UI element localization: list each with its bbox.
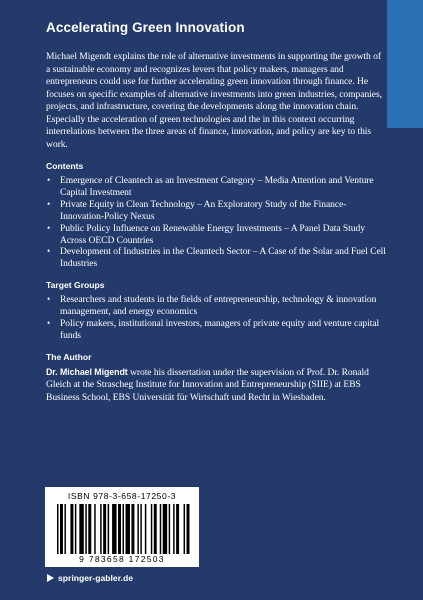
barcode-bar <box>75 504 76 554</box>
barcode-bar <box>137 504 138 554</box>
barcode-bar <box>70 504 73 554</box>
barcode-bar <box>140 504 141 554</box>
barcode-bars <box>57 504 191 554</box>
target-groups-list <box>46 294 386 342</box>
author-name: Dr. Michael Migendt <box>46 366 128 377</box>
barcode-bar <box>94 504 95 554</box>
website-label[interactable]: springer-gabler.de <box>58 573 133 583</box>
triangle-arrow-icon <box>46 574 54 582</box>
contents-item: • Development of Industries in the Cleantech Sector – A Case of the Solar and Fuel Cell Industries <box>46 246 386 270</box>
barcode-digits: 9 783658 172503 <box>79 554 165 564</box>
contents-item: • Public Policy Influence on Renewable Energy Investments – A Panel Data Study Across OECD Countries <box>46 223 386 247</box>
barcode-bar <box>160 504 161 554</box>
barcode-bar <box>173 504 174 554</box>
barcode-bar <box>187 504 190 554</box>
barcode-bar <box>85 504 86 554</box>
barcode-bar <box>163 504 167 554</box>
target-groups-heading: Target Groups <box>46 280 105 291</box>
book-title: Accelerating Green Innovation <box>46 20 245 35</box>
publisher-website[interactable] <box>46 573 133 583</box>
barcode-bar <box>123 504 124 554</box>
isbn-text: ISBN 978-3-658-17250-3 <box>67 491 177 501</box>
barcode-bar <box>108 504 109 554</box>
isbn-barcode <box>45 487 199 567</box>
barcode-bar <box>103 504 106 554</box>
author-bio <box>46 366 386 405</box>
back-cover-content <box>46 20 386 404</box>
barcode-bar <box>154 504 157 554</box>
barcode-bar <box>118 504 121 554</box>
accent-tab <box>387 0 423 128</box>
barcode-bar <box>112 504 116 554</box>
barcode-bar <box>151 504 152 554</box>
author-bio-text: wrote his dissertation under the supervision of Prof. Dr. Ronald Gleich at the Strascheg Institute for Innovation and Entrepreneurship (SIIE) at EBS Business School, EBS Universität für Wirtschaft und Recht in Wiesbaden. <box>46 366 369 403</box>
contents-list <box>46 175 386 270</box>
contents-heading: Contents <box>46 161 84 171</box>
barcode-bar <box>145 504 146 554</box>
barcode-bar <box>57 504 58 554</box>
book-description: Michael Migendt explains the role of alternative investments in supporting the growth of a sustainable economy and recognizes levers that policy makers, managers and entrepreneurs could use for further accelerating green innovation through finance. He focuses on specific examples of alternative investments into green industries, companies, projects, and infrastructure, covering the developments along the innovation chain. Especially the acceleration of green technologies and the in this context occurring interrelations between the three areas of finance, innovation, and policy are key to this work. <box>46 51 382 150</box>
barcode-bar <box>169 504 170 554</box>
barcode-bar <box>60 504 63 554</box>
target-group-item: • Policy makers, institutional investors, managers of private equity and venture capital funds <box>46 318 386 342</box>
barcode-bar <box>131 504 134 554</box>
contents-item: • Private Equity in Clean Technology – An Exploratory Study of the Finance-Innovation-Policy Nexus <box>46 199 386 223</box>
barcode-bar <box>184 504 185 554</box>
contents-item: • Emergence of Cleantech as an Investment Category – Media Attention and Venture Capital Investment <box>46 175 386 199</box>
barcode-bar <box>88 504 91 554</box>
barcode-bar <box>79 504 83 554</box>
barcode-bar <box>64 504 65 554</box>
barcode-bar <box>100 504 101 554</box>
author-heading: The Author <box>46 351 92 362</box>
target-group-item: • Researchers and students in the fields of entrepreneurship, technology & innovation management, and energy economics <box>46 294 386 318</box>
barcode-bar <box>125 504 129 554</box>
barcode-bar <box>176 504 179 554</box>
